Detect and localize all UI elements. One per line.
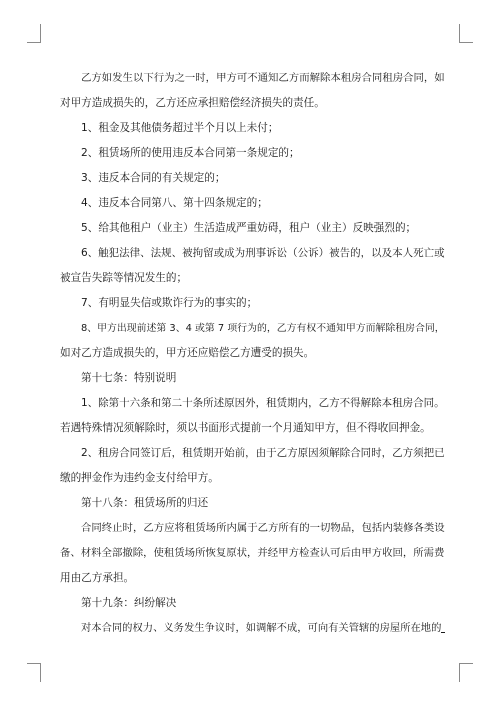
crop-mark-bottom-right: [459, 663, 473, 682]
text-line: 若遇特殊情况须解除时，须以书面形式提前一个月通知甲方，但不得收回押金。: [60, 422, 431, 434]
crop-mark-top-right: [459, 24, 473, 43]
crop-mark-top-left: [27, 24, 41, 43]
list-item: 7、有明显失信或欺诈行为的事实的；: [81, 297, 258, 309]
section-heading: 第十八条：租赁场所的归还: [81, 497, 209, 509]
list-item: 2、租房合同签订后，租赁期开始前，由于乙方原因须解除合同时，乙方须把已: [81, 447, 445, 459]
document-body[interactable]: [60, 66, 445, 641]
list-item: 4、违反本合同第八、第十四条规定的；: [81, 197, 268, 209]
text-line-content: 对本合同的权力、义务发生争议时，如调解不成，可向有关管辖的房屋所在地的: [81, 622, 442, 634]
text-line: 被宣告失踪等情况发生的；: [60, 272, 188, 284]
text-line: 对甲方造成损失的，乙方还应承担赔偿经济损失的责任。: [60, 97, 325, 109]
list-item: 1、除第十六条和第二十条所述原因外，租赁期内，乙方不得解除本租房合同。: [81, 397, 445, 409]
text-line: 乙方如发生以下行为之一时，甲方可不通知乙方而解除本租房合同租房合同，如: [81, 72, 445, 84]
list-item: 1、租金及其他债务超过半个月以上未付；: [81, 122, 279, 134]
text-line: 合同终止时，乙方应将租赁场所内属于乙方所有的一切物品，包括内装修各类设: [81, 522, 445, 534]
text-line: 缴的押金作为违约金支付给甲方。: [60, 472, 219, 484]
list-item: 8、甲方出现前述第 3、4 或第 7 项行为的，乙方有权不通知甲方而解除租房合同，: [81, 323, 445, 334]
list-item: 6、触犯法律、法规、被拘留或成为刑事诉讼（公诉）被告的，以及本人死亡或: [81, 247, 445, 259]
text-line: 备、材料全部撤除，使租赁场所恢复原状，并经甲方检查认可后由甲方收回，所需费: [60, 547, 445, 559]
list-item: 3、违反本合同的有关规定的；: [81, 172, 226, 184]
list-item: 2、租赁场所的使用违反本合同第一条规定的；: [81, 147, 300, 159]
text-line-last: [60, 616, 445, 641]
crop-mark-bottom-left: [27, 663, 41, 682]
text-cursor: [441, 620, 445, 633]
list-item: 5、给其他租户（业主）生活造成严重妨碍，租户（业主）反映强烈的；: [81, 222, 417, 234]
section-heading: 第十七条：特别说明: [81, 372, 177, 384]
section-heading: 第十九条：纠纷解决: [81, 597, 177, 609]
text-line: 用由乙方承担。: [60, 572, 135, 584]
text-line: 如对乙方造成损失的，甲方还应赔偿乙方遭受的损失。: [60, 347, 315, 359]
